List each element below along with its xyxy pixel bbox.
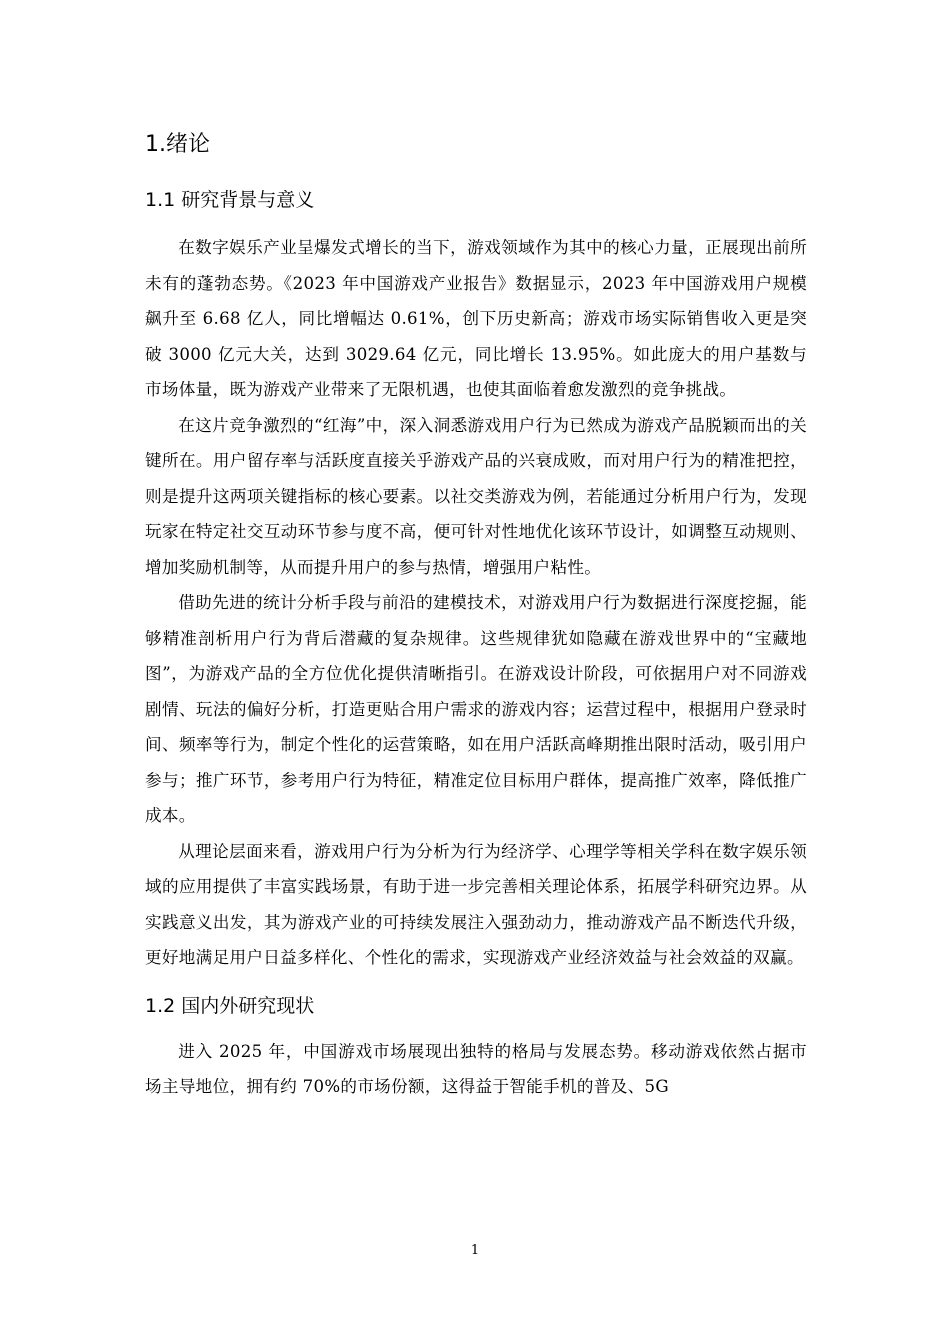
page-body [145, 125, 807, 1105]
chapter-title: 1.绪论 [145, 132, 210, 157]
paragraph-modeling: 借助先进的统计分析手段与前沿的建模技术，对游戏用户行为数据进行深度挖掘，能够精准剖析用户行为背后潜藏的复杂规律。这些规律犹如隐藏在游戏世界中的“宝藏地图”，为游戏产品的全方位优化提供清晰指引。在游戏设计阶段，可依据用户对不同游戏剧情、玩法的偏好分析，打造更贴合用户需求的游戏内容；运营过程中，根据用户登录时间、频率等行为，制定个性化的运营策略，如在用户活跃高峰期推出限时活动，吸引用户参与；推广环节，参考用户行为特征，精准定位目标用户群体，提高推广效率，降低推广成本。 [145, 593, 807, 825]
paragraph-significance: 从理论层面来看，游戏用户行为分析为行为经济学、心理学等相关学科在数字娱乐领域的应用提供了丰富实践场景，有助于进一步完善相关理论体系，拓展学科研究边界。从实践意义出发，其为游戏产业的可持续发展注入强劲动力，推动游戏产品不断迭代升级，更好地满足用户日益多样化、个性化的需求，实现游戏产业经济效益与社会效益的双赢。 [145, 841, 807, 967]
paragraph-market-data: 在数字娱乐产业呈爆发式增长的当下，游戏领域作为其中的核心力量，正展现出前所未有的蓬勃态势。《2023 年中国游戏产业报告》数据显示，2023 年中国游戏用户规模飙升至 6.68 亿人，同比增幅达 0.61%，创下历史新高；游戏市场实际销售收入更是突破 3000 亿元大关，达到 3029.64 亿元，同比增长 13.95%。如此庞大的用户基数与市场体量，既为游戏产业带来了无限机遇，也使其面临着愈发激烈的竞争挑战。 [145, 238, 807, 399]
section-heading-research-status: 1.2 国内外研究现状 [145, 994, 315, 1017]
paragraph-user-behavior: 在这片竞争激烈的“红海”中，深入洞悉游戏用户行为已然成为游戏产品脱颖而出的关键所在。用户留存率与活跃度直接关乎游戏产品的兴衰成败，而对用户行为的精准把控，则是提升这两项关键指标的核心要素。以社交类游戏为例，若能通过分析用户行为，发现玩家在特定社交互动环节参与度不高，便可针对性地优化该环节设计，如调整互动规则、增加奖励机制等，从而提升用户的参与热情，增强用户粘性。 [145, 415, 807, 577]
section-heading-background: 1.1 研究背景与意义 [145, 189, 315, 211]
paragraph-market-2025: 进入 2025 年，中国游戏市场展现出独特的格局与发展态势。移动游戏依然占据市场主导地位，拥有约 70%的市场份额，这得益于智能手机的普及、5G [145, 1041, 807, 1096]
page-number: 1 [470, 1243, 480, 1258]
